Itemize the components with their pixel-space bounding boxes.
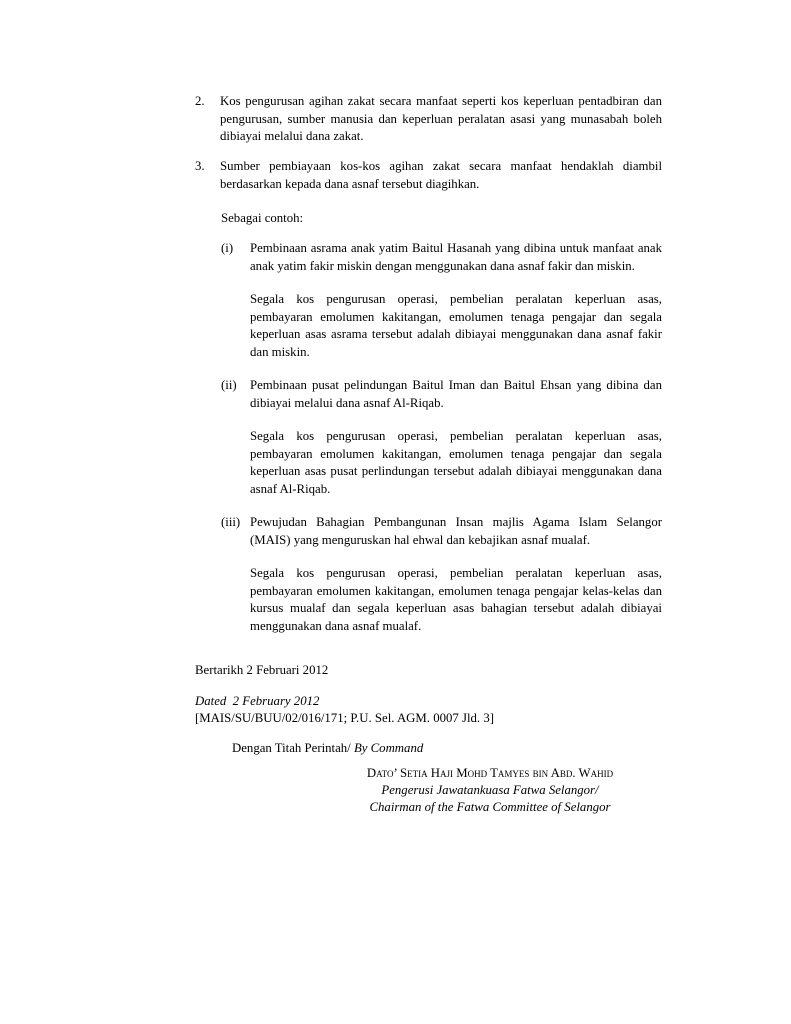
example-2-numeral: (ii) — [221, 378, 237, 392]
signatory-title-malay: Pengerusi Jawatankuasa Fatwa Selangor/ — [381, 783, 599, 797]
command-malay: Dengan Titah Perintah/ — [232, 741, 351, 755]
reference-number: [MAIS/SU/BUU/02/016/171; P.U. Sel. AGM. 0007 Jld. 3] — [195, 711, 494, 725]
examples-heading: Sebagai contoh: — [221, 211, 304, 225]
example-1-cost: Segala kos pengurusan operasi, pembelian peralatan keperluan asas, pembayaran emolumen kakitangan, emolumen tenaga pengajar dan segala keperluan asas asrama tersebut adalah dibiayai menggunakan dana asnaf fakir dan miskin. — [250, 292, 662, 359]
example-3-text: Pewujudan Bahagian Pembangunan Insan majlis Agama Islam Selangor (MAIS) yang menguruskan hal ehwal dan kebajikan asnaf mualaf. — [250, 515, 662, 547]
item-2-text: Kos pengurusan agihan zakat secara manfaat seperti kos keperluan pentadbiran dan pengurusan, sumber manusia dan keperluan peralatan asasi yang munasabah boleh dibiayai melalui dana zakat. — [220, 94, 662, 144]
example-2-text: Pembinaan pusat pelindungan Baitul Iman dan Baitul Ehsan yang dibina dan dibiayai melalui dana asnaf Al-Riqab. — [250, 378, 662, 410]
item-3-number: 3. — [195, 159, 205, 173]
signatory-title-english: Chairman of the Fatwa Committee of Selangor — [369, 800, 611, 814]
date-english: Dated 2 February 2012 — [195, 694, 320, 708]
item-2-number: 2. — [195, 94, 205, 108]
example-1-text: Pembinaan asrama anak yatim Baitul Hasanah yang dibina untuk manfaat anak anak yatim fakir miskin dengan menggunakan dana asnaf fakir dan miskin. — [250, 241, 662, 273]
example-3-numeral: (iii) — [221, 515, 241, 529]
command-english: By Command — [353, 741, 424, 755]
item-3-text: Sumber pembiayaan kos-kos agihan zakat secara manfaat hendaklah diambil berdasarkan kepada dana asnaf tersebut diagihkan. — [220, 159, 662, 191]
command-line — [232, 740, 632, 758]
example-1-numeral: (i) — [221, 241, 234, 255]
date-malay: Bertarikh 2 Februari 2012 — [195, 663, 329, 677]
signatory-name: Dato’ Setia Haji Mohd Tamyes bin Abd. Wahid — [366, 766, 614, 780]
example-2-cost: Segala kos pengurusan operasi, pembelian peralatan keperluan asas, pembayaran emolumen kakitangan, emolumen tenaga pengajar dan segala keperluan asas pusat perlindungan tersebut adalah dibiayai menggunakan dana asnaf Al-Riqab. — [250, 429, 662, 496]
example-3-cost: Segala kos pengurusan operasi, pembelian peralatan keperluan asas, pembayaran emolumen kakitangan, emolumen tenaga pengajar kelas-kelas dan kursus mualaf dan segala keperluan asas bahagian tersebut adalah dibiayai menggunakan dana asnaf mualaf. — [250, 566, 662, 633]
